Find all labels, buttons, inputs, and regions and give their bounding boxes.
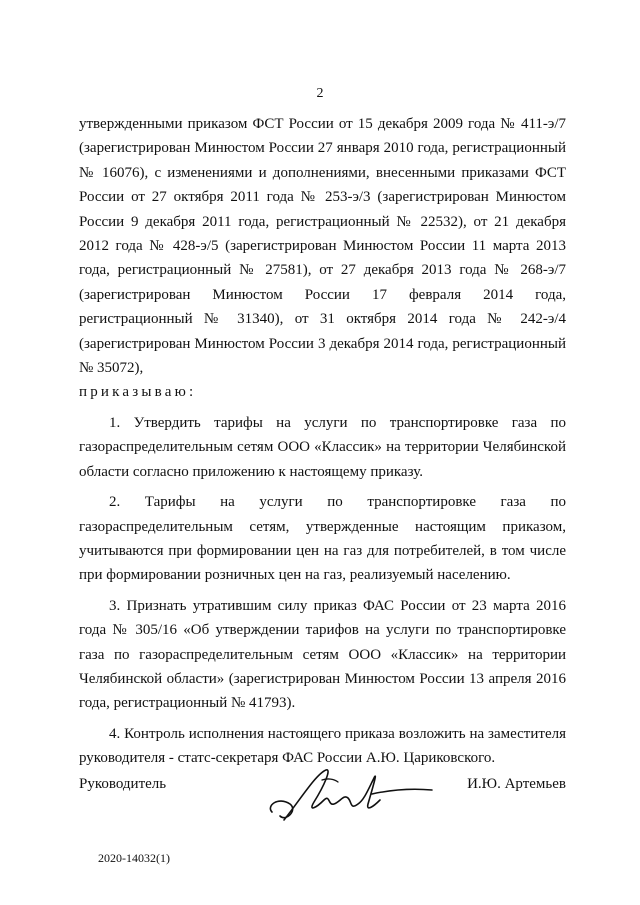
order-item-4: 4. Контроль исполнения настоящего приказа возложить на заместителя руководителя - статс-секретаря ФАС России А.Ю. Цариковского. [79, 725, 566, 767]
document-code: 2020-14032(1) [98, 851, 170, 865]
signature-block [79, 770, 566, 840]
signatory-name: И.Ю. Артемьев [467, 776, 566, 792]
order-word: приказываю: [79, 384, 197, 401]
intro-paragraph: утвержденными приказом ФСТ России от 15 декабря 2009 года № 411-э/7 (зарегистрирован Минюстом России 27 января 2010 года, регистрационный № 16076), с изменениями и дополнениями, внесенными приказами ФСТ России от 27 октября 2011 года № 253-э/3 (зарегистрирован Минюстом России 9 декабря 2011 года, регистрационный № 22532), от 21 декабря 2012 года № 428-э/5 (зарегистрирован Минюстом России 11 марта 2013 года, регистрационный № 27581), от 27 декабря 2013 года № 268-э/7 (зарегистрирован Минюстом России 17 февраля 2014 года, регистрационный № 31340), от 31 октября 2014 года № 242-э/4 (зарегистрирован Минюстом России 3 декабря 2014 года, регистрационный № 35072), [79, 116, 566, 377]
order-item-2: 2. Тарифы на услуги по транспортировке газа по газораспределительным сетям, утвержденные настоящим приказом, учитываются при формировании цен на газ для потребителей, в том числе при формировании розничных цен на газ, реализуемый населению. [79, 494, 566, 584]
document-body [79, 112, 566, 771]
order-item-3: 3. Признать утратившим силу приказ ФАС России от 23 марта 2016 года № 305/16 «Об утверждении тарифов на услуги по транспортировке газа по газораспределительным сетям ООО «Классик» на территории Челябинской области» (зарегистрирован Минюстом России 13 апреля 2016 года, регистрационный № 41793). [79, 597, 566, 712]
order-item-1: 1. Утвердить тарифы на услуги по транспортировке газа по газораспределительным сетям ООО «Классик» на территории Челябинской области согласно приложению к настоящему приказу. [79, 414, 566, 480]
handwritten-signature [264, 760, 434, 830]
signatory-role: Руководитель [79, 776, 167, 792]
page-number: 2 [316, 86, 324, 101]
